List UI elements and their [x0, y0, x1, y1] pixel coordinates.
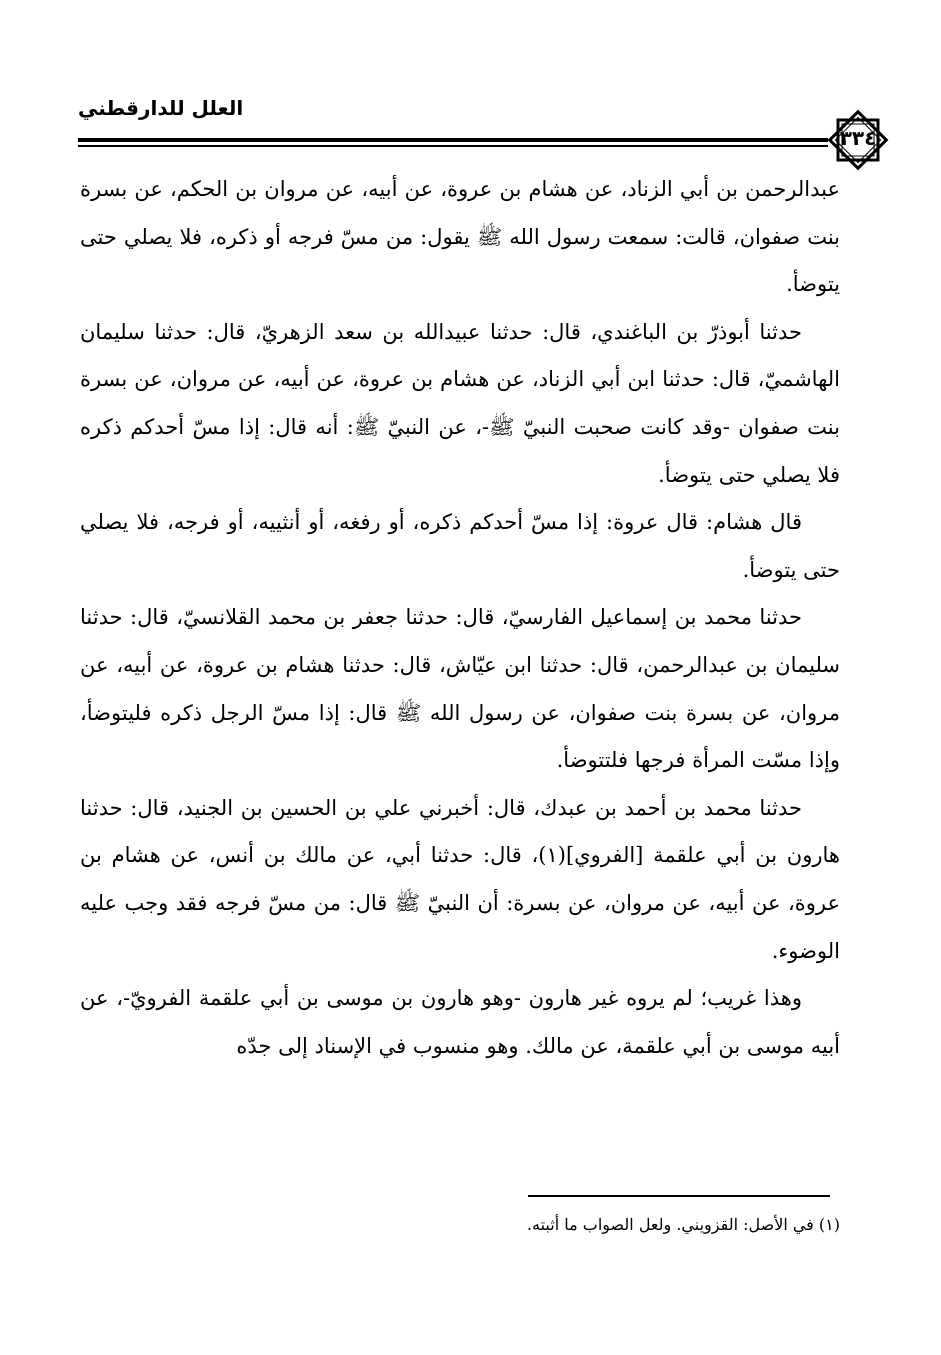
- paragraph-3: قال هشام: قال عروة: إذا مسّ أحدكم ذكره، أو رفغه، أو أنثييه، أو فرجه، فلا يصلي حتى يتوضأ.: [80, 510, 840, 582]
- footnote-rule: [528, 1195, 830, 1197]
- paragraph-4: حدثنا محمد بن إسماعيل الفارسيّ، قال: حدثنا جعفر بن محمد القلانسيّ، قال: حدثنا سليمان بن عبدالرحمن، قال: حدثنا ابن عيّاش، قال: حدثنا هشام بن عروة، عن أبيه، عن مروان، عن بسرة بنت صفوان، عن رسول الله ﷺ قال: إذا مسّ الرجل ذكره فليتوضأ، وإذا مسّت المرأة فرجها فلتتوضأ.: [80, 605, 840, 773]
- page-number-badge: [826, 108, 890, 172]
- page-number: ٣٣٤: [839, 126, 877, 150]
- header-rule-thick: [78, 138, 828, 142]
- main-text: [80, 166, 840, 1070]
- paragraph-2: حدثنا أبوذرّ بن الباغندي، قال: حدثنا عبيدالله بن سعد الزهريّ، قال: حدثنا سليمان الهاشميّ، قال: حدثنا ابن أبي الزناد، عن هشام بن عروة، عن أبيه، عن مروان، عن بسرة بنت صفوان -وقد كانت صحبت النبيّ ﷺ-، عن النبيّ ﷺ: أنه قال: إذا مسّ أحدكم ذكره فلا يصلي حتى يتوضأ.: [80, 319, 840, 487]
- paragraph-6: وهذا غريب؛ لم يروه غير هارون -وهو هارون بن موسى بن أبي علقمة الفرويّ-، عن أبيه موسى بن أبي علقمة، عن مالك. وهو منسوب في الإسناد إلى جدّه: [80, 986, 840, 1058]
- paragraph-5: حدثنا محمد بن أحمد بن عبدك، قال: أخبرني علي بن الحسين بن الجنيد، قال: حدثنا هارون بن أبي علقمة [الفروي](١)، قال: حدثنا أبي، عن مالك بن أنس، عن هشام بن عروة، عن أبيه، عن مروان، عن بسرة: أن النبيّ ﷺ قال: من مسّ فرجه فقد وجب عليه الوضوء.: [80, 795, 840, 963]
- footnote: (١) في الأصل: القزويني. ولعل الصواب ما أثبته.: [526, 1215, 840, 1234]
- book-title: العلل للدارقطني: [78, 96, 244, 120]
- header-rule: [78, 138, 828, 148]
- paragraph-1: عبدالرحمن بن أبي الزناد، عن هشام بن عروة، عن أبيه، عن مروان بن الحكم، عن بسرة بنت صفوان، قالت: سمعت رسول الله ﷺ يقول: من مسّ فرجه أو ذكره، فلا يصلي حتى يتوضأ.: [80, 177, 840, 297]
- header-rule-thin: [78, 145, 828, 147]
